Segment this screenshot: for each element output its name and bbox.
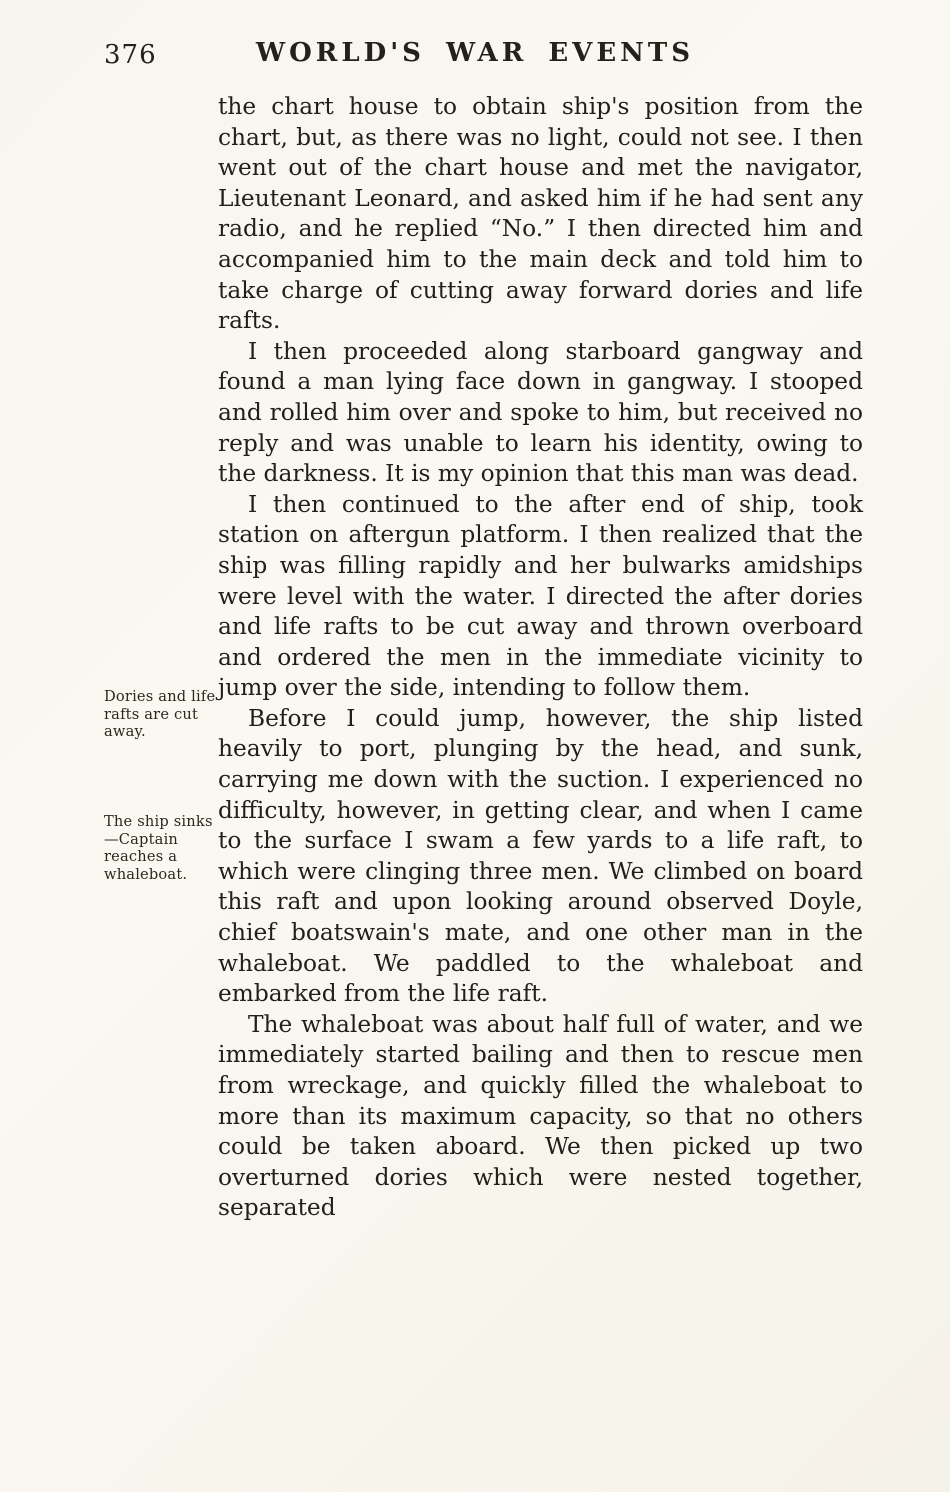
paragraph-chart-house: the chart house to obtain ship's position from the chart, but, as there was no light, could not see. I then went out of the chart house and met the navigator, Lieutenant Leonard, and asked him if he had sent any radio, and he replied “No.” I then directed him and accompanied him to the main deck and told him to take charge of cutting away forward dories and life rafts. <box>218 93 863 335</box>
margin-note-ship-sinks: The ship sinks—Captain reaches a whaleboat. <box>104 813 213 883</box>
paragraph-starboard-gangway: I then proceeded along starboard gangway and found a man lying face down in gangway. I stooped and rolled him over and spoke to him, but received no reply and was unable to learn his identity, owing to the darkness. It is my opinion that this man was dead. <box>218 337 863 488</box>
page-number: 376 <box>104 40 157 70</box>
paragraph-aftergun-platform: I then continued to the after end of ship, took station on aftergun platform. I then realized that the ship was filling rapidly and her bulwarks amidships were level with the water. I directed the after dories and life rafts to be cut away and thrown overboard and ordered the men in the immediate vicinity to jump over the side, intending to follow them. <box>218 490 863 702</box>
running-title: WORLD'S WAR EVENTS <box>255 38 695 68</box>
paragraph-ship-sinks: Before I could jump, however, the ship listed heavily to port, plunging by the head, and sunk, carrying me down with the suction. I experienced no difficulty, however, in getting clear, and when I came to the surface I swam a few yards to a life raft, to which were clinging three men. We climbed on board this raft and upon looking around observed Doyle, chief boatswain's mate, and one other man in the whaleboat. We paddled to the whaleboat and embarked from the life raft. <box>218 704 863 1008</box>
page-header <box>0 38 950 78</box>
paragraph-whaleboat-rescue: The whaleboat was about half full of water, and we immediately started bailing and then to rescue men from wreckage, and quickly filled the whaleboat to more than its maximum capacity, so that no others could be taken aboard. We then picked up two overturned dories which were nested together, separated <box>218 1010 863 1222</box>
body-text <box>218 92 863 1224</box>
margin-note-dories-cut-away: Dories and life rafts are cut away. <box>104 688 216 740</box>
